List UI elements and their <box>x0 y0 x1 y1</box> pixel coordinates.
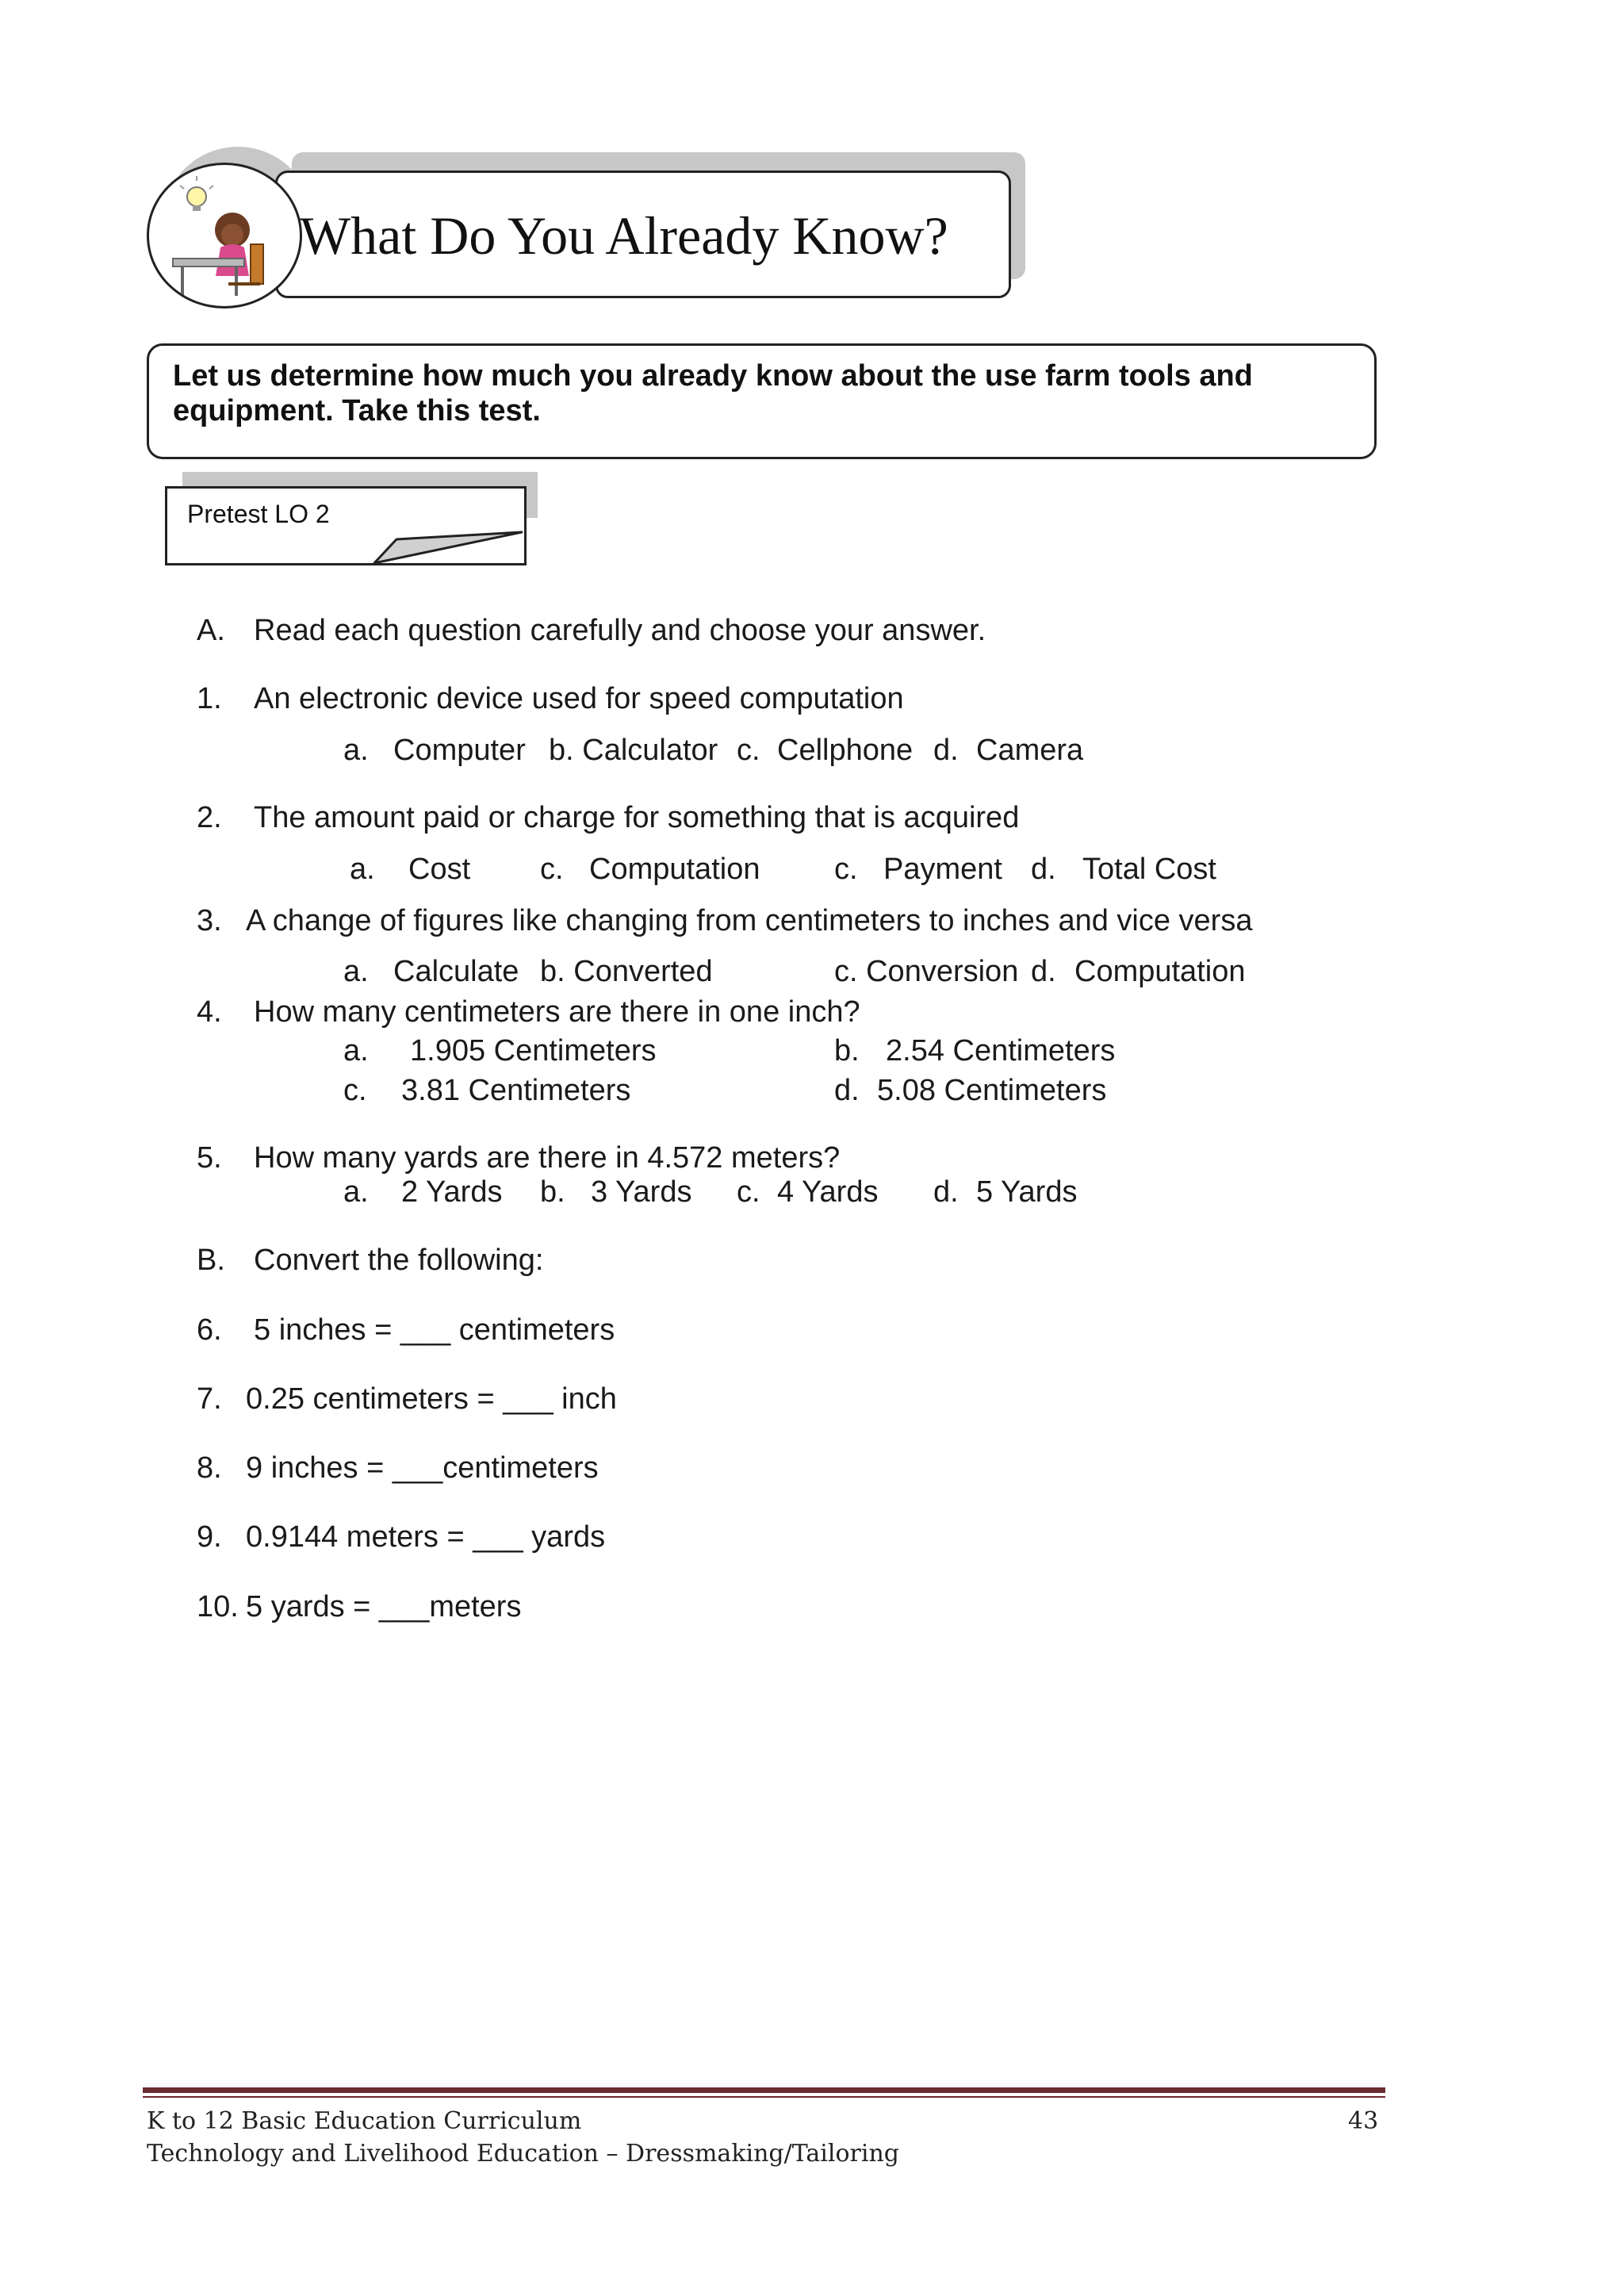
choice-marker: d. <box>933 1175 959 1209</box>
choice-text: Cellphone <box>777 734 914 767</box>
question-text: How many yards are there in 4.572 meters? <box>254 1141 841 1175</box>
choice-text: 2.54 Centimeters <box>886 1034 1116 1068</box>
choice-marker: a. <box>343 1175 369 1209</box>
question-number: 8. <box>197 1451 222 1485</box>
footer-subject: Technology and Livelihood Education – Dressmaking/Tailoring <box>147 2140 899 2168</box>
question-text: The amount paid or charge for something that is acquired <box>254 801 1020 834</box>
choice-marker: c. <box>737 1175 760 1209</box>
question-number: 4. <box>197 995 222 1029</box>
choice-text: Camera <box>976 734 1084 767</box>
page-number: 43 <box>1348 2107 1379 2135</box>
choice-marker: d. <box>933 734 959 767</box>
section-b-label: B. <box>197 1244 225 1277</box>
question-text: An electronic device used for speed computation <box>254 682 904 715</box>
choice-text: 5.08 Centimeters <box>877 1074 1107 1107</box>
footer-rule-thin <box>143 2096 1385 2098</box>
choice-marker: c. <box>737 734 760 767</box>
choice-text: b. Calculator <box>549 734 718 767</box>
choice-text: 2 Yards <box>401 1175 503 1209</box>
choice-marker: c. <box>540 853 564 886</box>
choice-text: Cost <box>408 853 471 886</box>
page-curl-icon <box>373 530 523 565</box>
choice-text: Payment <box>883 853 1002 886</box>
student-thinking-icon <box>147 163 302 309</box>
question-number: 2. <box>197 801 222 834</box>
conversion-text: 0.25 centimeters = ___ inch <box>246 1382 617 1416</box>
choice-marker: c. <box>834 853 858 886</box>
conversion-text: 5 inches = ___ centimeters <box>254 1313 615 1347</box>
question-number: 3. <box>197 904 222 937</box>
page-title: What Do You Already Know? <box>300 205 948 266</box>
choice-text: Computer <box>393 734 526 767</box>
question-number: 7. <box>197 1382 222 1416</box>
choice-marker: d. <box>1031 955 1056 988</box>
question-number: 1. <box>197 682 222 715</box>
conversion-text: 9 inches = ___centimeters <box>246 1451 599 1485</box>
choice-text: b. Converted <box>540 955 713 988</box>
choice-text: Calculate <box>393 955 519 988</box>
footer-curriculum: K to 12 Basic Education Curriculum <box>147 2107 582 2135</box>
choice-text: Total Cost <box>1082 853 1216 886</box>
choice-text: 1.905 Centimeters <box>410 1034 657 1068</box>
choice-marker: d. <box>1031 853 1056 886</box>
section-b-instruction: Convert the following: <box>254 1244 544 1277</box>
choice-marker: a. <box>350 853 375 886</box>
choice-marker: c. <box>343 1074 367 1107</box>
conversion-text: 5 yards = ___meters <box>246 1590 522 1623</box>
pretest-label: Pretest LO 2 <box>187 500 330 528</box>
choice-marker: b. <box>540 1175 565 1209</box>
footer-rule-thick <box>143 2087 1385 2093</box>
question-number: 9. <box>197 1520 222 1554</box>
question-number: 5. <box>197 1141 222 1175</box>
choice-text: 4 Yards <box>777 1175 879 1209</box>
choice-text: Computation <box>1074 955 1246 988</box>
question-text: A change of figures like changing from centimeters to inches and vice versa <box>246 904 1253 937</box>
question-text: How many centimeters are there in one inch? <box>254 995 860 1029</box>
choice-text: 5 Yards <box>976 1175 1078 1209</box>
choice-marker: a. <box>343 955 369 988</box>
question-number: 6. <box>197 1313 222 1347</box>
intro-text: Let us determine how much you already know about the use farm tools and equipment. Take this test. <box>173 359 1253 427</box>
question-number: 10. <box>197 1590 239 1623</box>
choice-marker: a. <box>343 734 369 767</box>
choice-marker: a. <box>343 1034 369 1068</box>
section-a-label: A. <box>197 614 225 647</box>
choice-marker: d. <box>834 1074 860 1107</box>
conversion-text: 0.9144 meters = ___ yards <box>246 1520 606 1554</box>
choice-text: 3 Yards <box>591 1175 692 1209</box>
choice-text: c. Conversion <box>834 955 1019 988</box>
choice-text: Computation <box>589 853 760 886</box>
choice-marker: b. <box>834 1034 860 1068</box>
section-a-instruction: Read each question carefully and choose your answer. <box>254 614 986 647</box>
choice-text: 3.81 Centimeters <box>401 1074 631 1107</box>
